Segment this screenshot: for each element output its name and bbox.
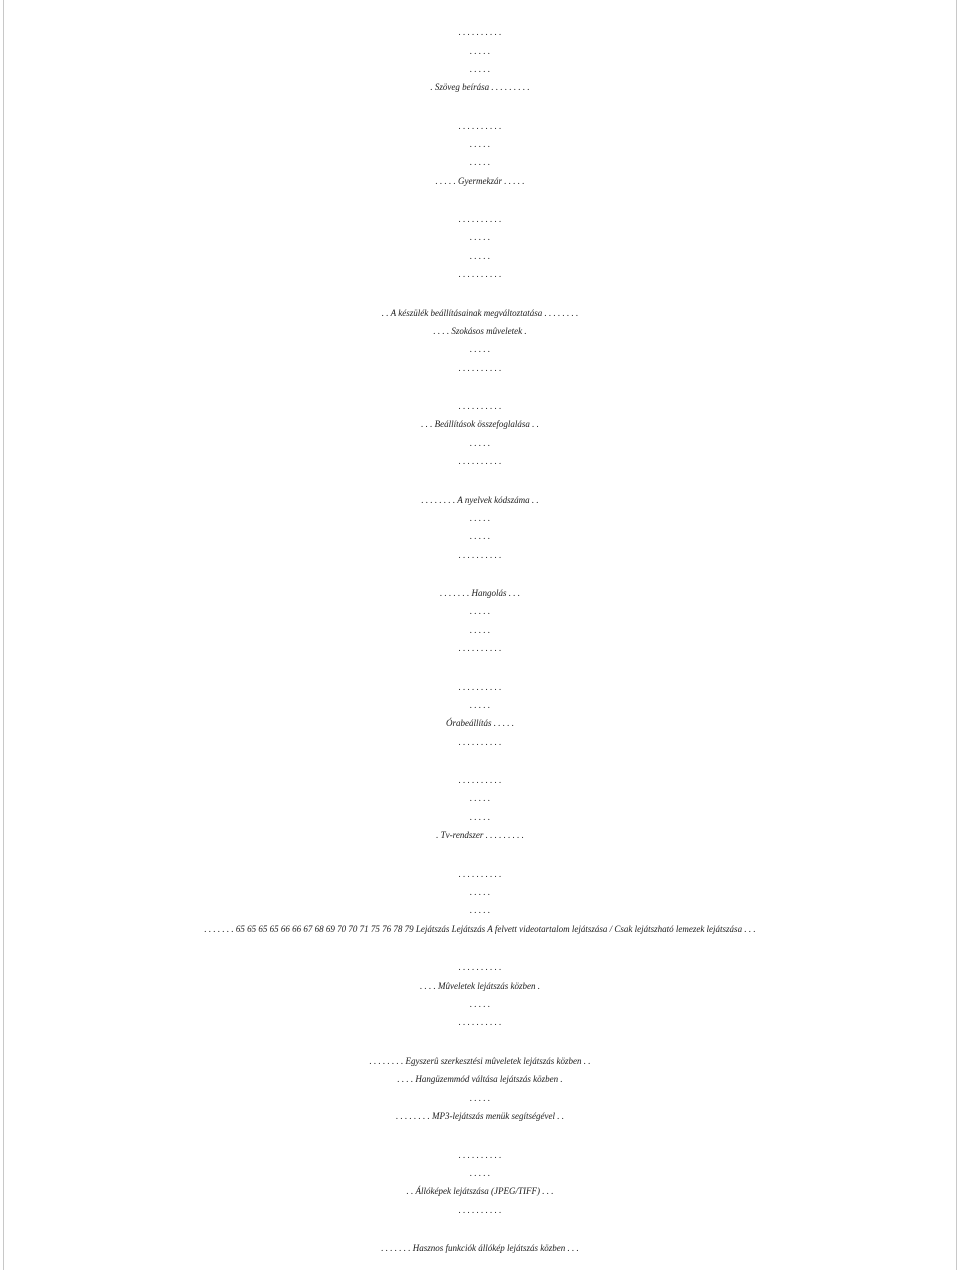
toc-line: . . . . .: [469, 232, 491, 242]
toc-line: . . Állóképek lejátszása (JPEG/TIFF) . . .: [406, 1186, 554, 1196]
toc-line: . . . . . . . . . .: [458, 869, 502, 879]
toc-line: . . . . . . . 65 65 65 65 66 66 67 68 69 70 70 71 75 76 78 79 Lejátszás Lejátszás A felvett videotartalom lejátszása / Csak lejátszható lemezek lejátszása . . .: [204, 924, 756, 934]
toc-line: . . . . .: [469, 513, 491, 523]
toc-line: . . . . .: [469, 700, 491, 710]
toc-line: . . . Beállítások összefoglalása . .: [421, 419, 539, 429]
toc-line: . Szöveg beírása . . . . . . . . .: [430, 82, 530, 92]
toc-line: . . . . . . . . . .: [458, 214, 502, 224]
toc-line: . . . . . . . . . .: [458, 1150, 502, 1160]
toc-line: . . . . .: [469, 1168, 491, 1178]
toc-line: . . . . . . . . . .: [458, 1017, 502, 1027]
toc-line: . . . . .: [469, 625, 491, 635]
toc-line: . . . . . . . . . .: [458, 550, 502, 560]
toc-line: . . . . . . . . . .: [458, 682, 502, 692]
toc-line: Órabeállítás . . . . .: [445, 718, 514, 728]
toc-line: . . . . . . . . . .: [458, 456, 502, 466]
toc-line: . . . . . . . . . .: [458, 737, 502, 747]
toc-line: . Tv-rendszer . . . . . . . . .: [436, 830, 524, 840]
toc-line: . . . . Mûveletek lejátszás közben .: [420, 981, 540, 991]
toc-line: . . . . .: [469, 887, 491, 897]
toc-line: . . . . .: [469, 793, 491, 803]
toc-line: . . . . . Gyermekzár . . . . .: [435, 176, 525, 186]
toc-line: . . . . .: [469, 46, 491, 56]
toc-line: . . . . . . . . . .: [458, 27, 502, 37]
toc-line: . . . . .: [469, 344, 491, 354]
toc-line: . . . . . . . . . .: [458, 363, 502, 373]
toc-line: . . . . .: [469, 905, 491, 915]
toc-line: . . . . .: [469, 606, 491, 616]
toc-line: . . . . . . . Hasznos funkciók állókép lejátszás közben . . .: [381, 1243, 579, 1253]
toc-line: . . . . .: [469, 812, 491, 822]
toc-line: . . . . .: [469, 251, 491, 261]
toc-line: . . . . .: [469, 1093, 491, 1103]
toc-line: . . . . . . . . A nyelvek kódszáma . .: [421, 495, 539, 505]
toc-line: . . . . Hangüzemmód váltása lejátszás közben .: [397, 1074, 563, 1084]
toc-line: . . . . .: [469, 157, 491, 167]
toc-line: . . . . . . . . . .: [458, 1205, 502, 1215]
toc-line: . . . . . . . . . .: [458, 401, 502, 411]
toc-line: . . . . . . . . Egyszerû szerkesztési mûveletek lejátszás közben . .: [369, 1056, 591, 1066]
toc-line: . . . . . . . . . .: [458, 643, 502, 653]
toc-line: . . . . .: [469, 64, 491, 74]
toc-line: . . . . . . . . . .: [458, 775, 502, 785]
toc-line: . . . . . . . Hangolás . . .: [439, 588, 520, 598]
toc-line: . . A készülék beállításainak megváltoztatása . . . . . . . .: [381, 308, 579, 318]
toc-line: . . . . . . . . MP3-lejátszás menük segítségével . .: [396, 1111, 564, 1121]
toc-line: . . . . . . . . . .: [458, 269, 502, 279]
toc-line: . . . . .: [469, 531, 491, 541]
toc-line: . . . . .: [469, 438, 491, 448]
toc-line: . . . . . . . . . .: [458, 962, 502, 972]
toc-line: . . . . .: [469, 999, 491, 1009]
toc-line: . . . . . . . . . .: [458, 121, 502, 131]
toc-line: . . . . .: [469, 139, 491, 149]
toc-line: . . . . Szokásos mûveletek .: [433, 326, 527, 336]
